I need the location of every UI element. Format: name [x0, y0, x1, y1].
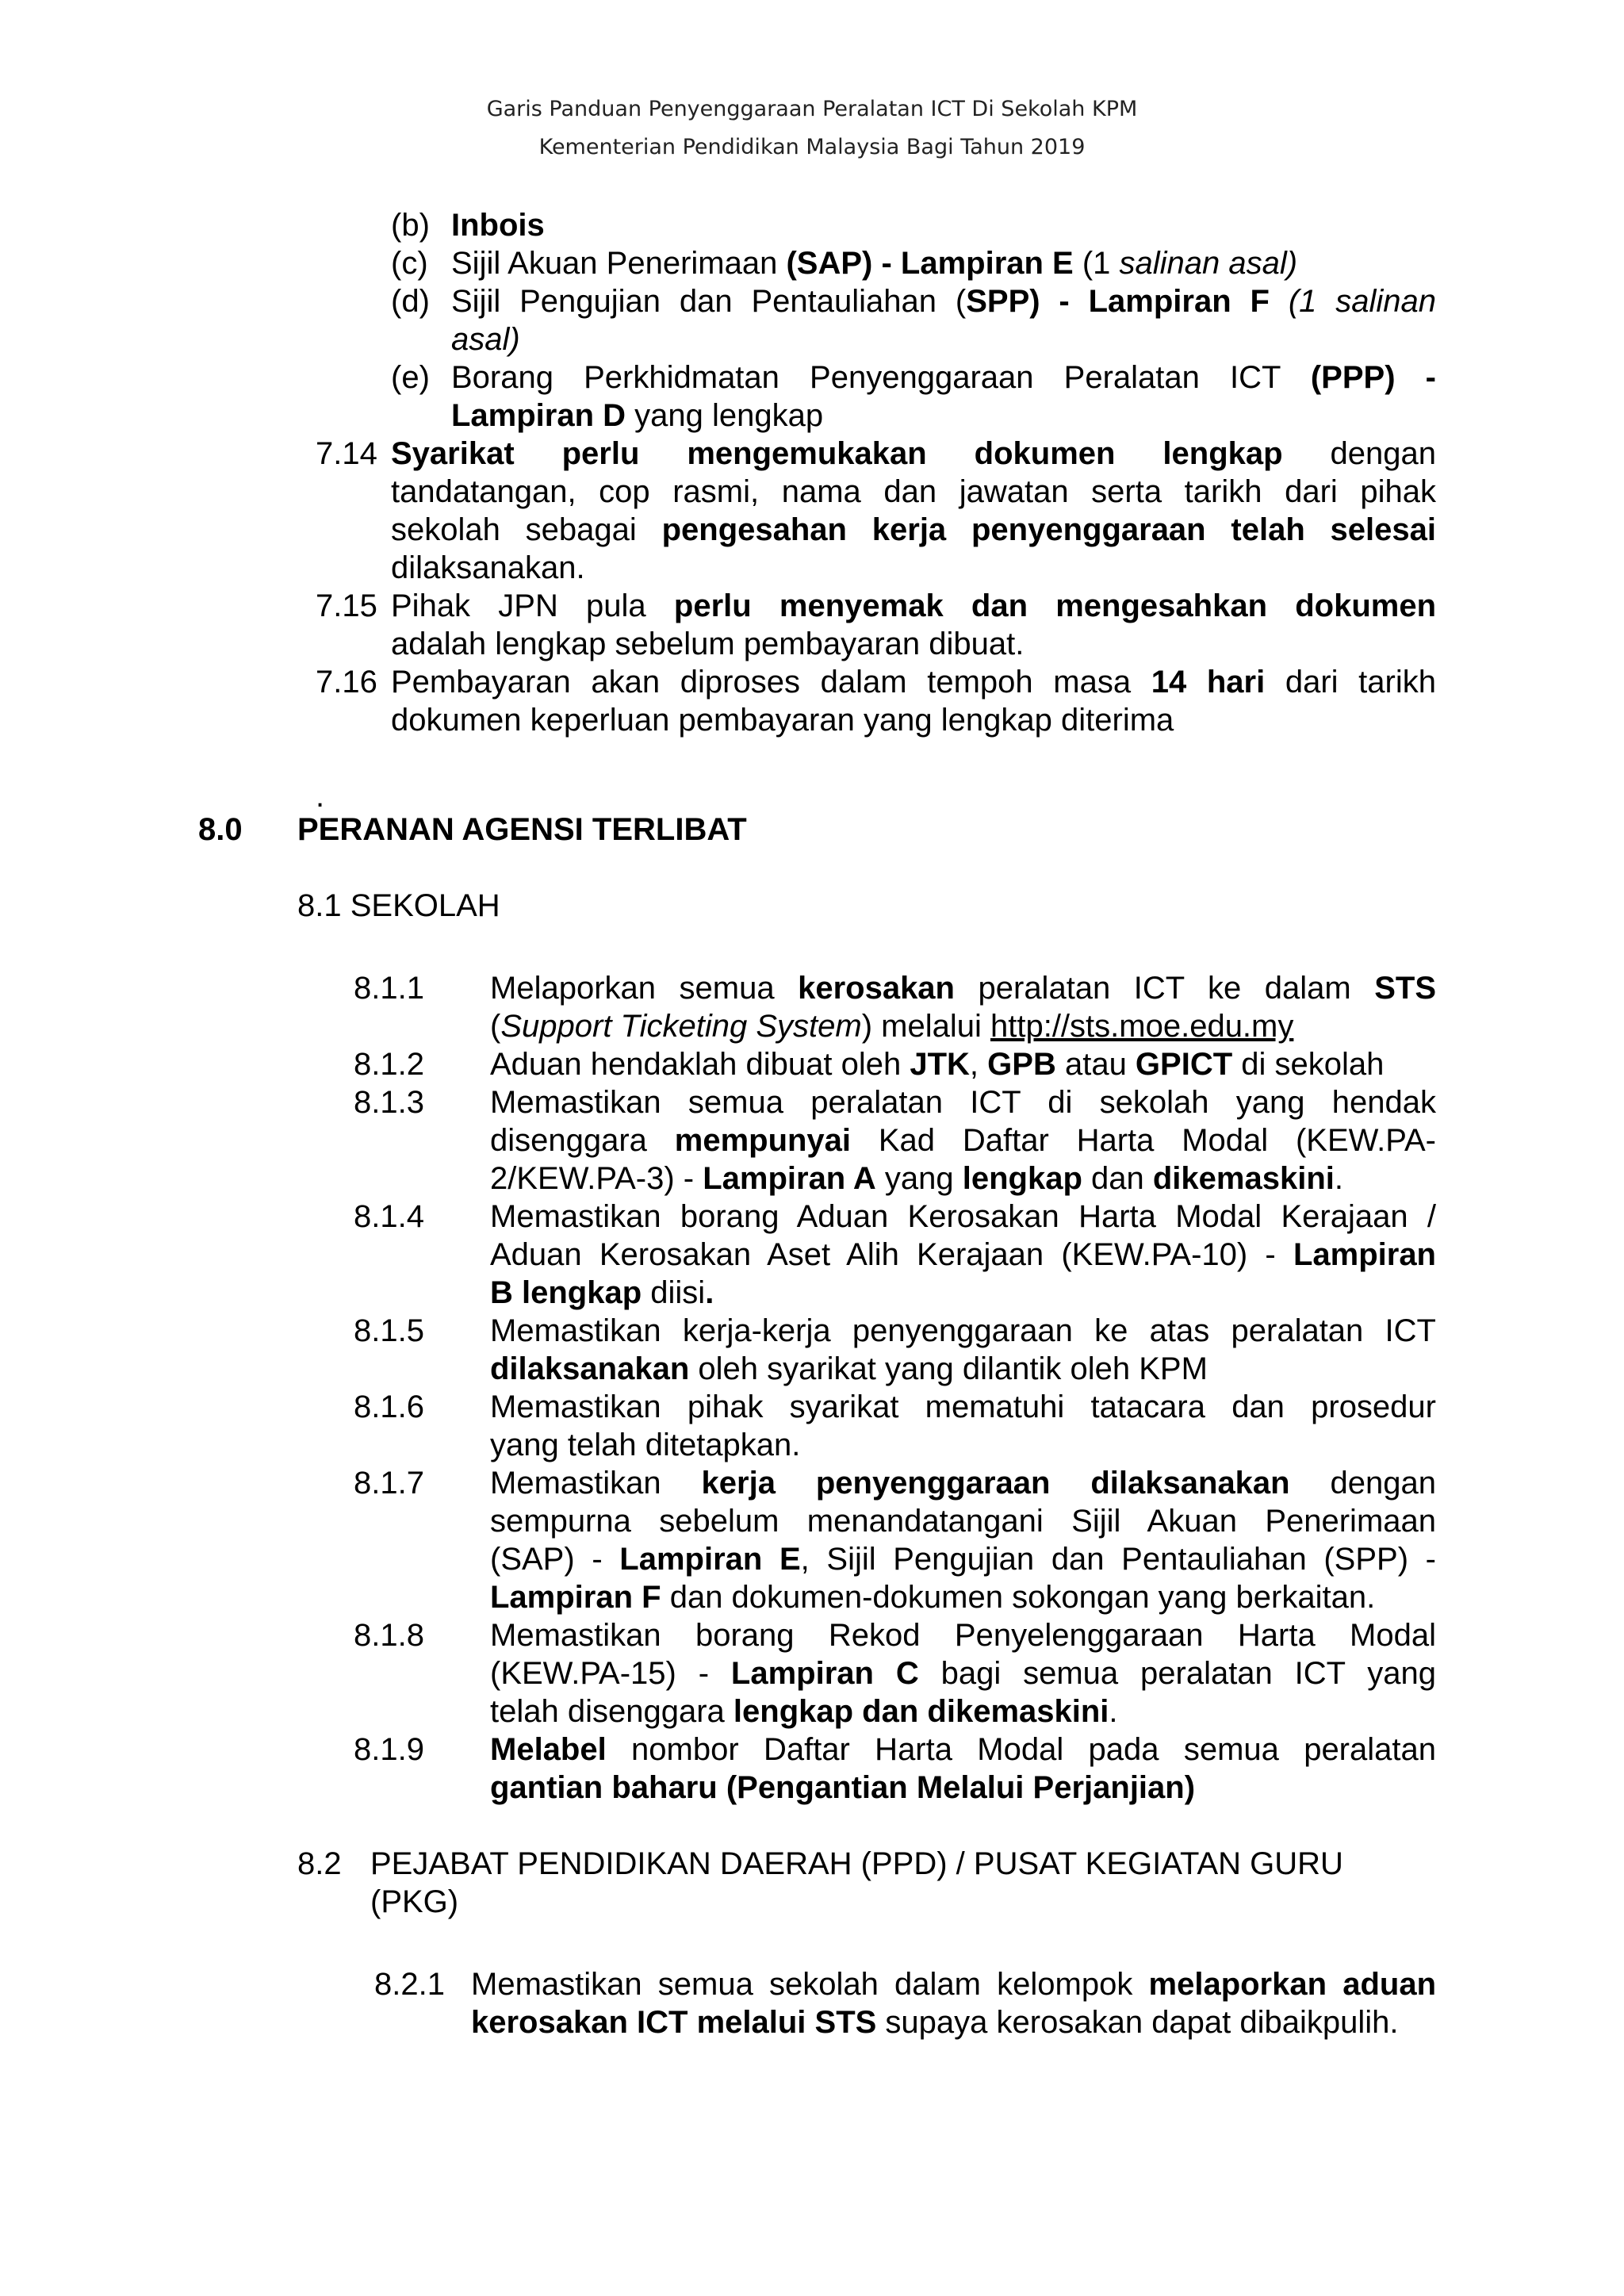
item-label: (e)	[391, 360, 430, 395]
item-8-1-7-line-4: Lampiran F dan dokumen-dokumen sokongan yang berkaitan.	[490, 1580, 1376, 1615]
item-number: 8.1.4	[354, 1199, 424, 1234]
clause-7-14-line-3: sekolah sebagai pengesahan kerja penyenggaraan telah selesai	[391, 512, 1437, 547]
item-number: 8.1.9	[354, 1732, 424, 1767]
stray-dot: .	[316, 779, 325, 814]
document-header-line-2: Kementerian Pendidikan Malaysia Bagi Tahun 2019	[538, 135, 1086, 159]
item-number: 8.1.2	[354, 1047, 424, 1082]
item-8-1-7-line-1: Memastikan kerja penyenggaraan dilaksanakan dengan	[490, 1466, 1436, 1501]
item-number: 8.1.3	[354, 1085, 424, 1120]
item-number: 8.1.5	[354, 1313, 424, 1348]
clause-7-15-line-1: Pihak JPN pula perlu menyemak dan mengesahkan dokumen	[391, 588, 1437, 623]
item-8-1-8-line-2: (KEW.PA-15) - Lampiran C bagi semua peralatan ICT yang	[490, 1656, 1436, 1691]
item-8-1-8-line-1: Memastikan borang Rekod Penyelenggaraan Harta Modal	[490, 1618, 1436, 1653]
section-title: PERANAN AGENSI TERLIBAT	[297, 812, 747, 847]
item-number: 8.1.7	[354, 1466, 424, 1501]
sts-link[interactable]: http://sts.moe.edu.my	[990, 1009, 1294, 1044]
item-8-1-3-line-1: Memastikan semua peralatan ICT di sekolah yang hendak	[490, 1085, 1436, 1120]
item-d-text-cont: asal)	[451, 322, 520, 357]
item-b-text: Inbois	[451, 208, 545, 243]
subsection-number: 8.2	[297, 1846, 342, 1881]
item-8-1-8-line-3: telah disenggara lengkap dan dikemaskini.	[490, 1694, 1118, 1729]
subsection-title: 8.1 SEKOLAH	[297, 888, 500, 923]
item-8-1-4-line-3: B lengkap diisi.	[490, 1275, 714, 1310]
document-header-line-1: Garis Panduan Penyenggaraan Peralatan ICT Di Sekolah KPM	[486, 97, 1138, 121]
item-8-1-5-line-1: Memastikan kerja-kerja penyenggaraan ke atas peralatan ICT	[490, 1313, 1436, 1348]
item-number: 8.2.1	[374, 1967, 445, 2002]
item-label: (d)	[391, 284, 430, 319]
item-8-1-6-line-2: yang telah ditetapkan.	[490, 1428, 801, 1462]
item-8-1-3-line-2: disenggara mempunyai Kad Daftar Harta Modal (KEW.PA-	[490, 1123, 1436, 1158]
item-8-1-2-line-1: Aduan hendaklah dibuat oleh JTK, GPB atau GPICT di sekolah	[490, 1047, 1385, 1082]
item-8-1-9-line-2: gantian baharu (Pengantian Melalui Perjanjian)	[490, 1770, 1196, 1805]
subsection-8-2-line-1: PEJABAT PENDIDIKAN DAERAH (PPD) / PUSAT KEGIATAN GURU	[370, 1846, 1343, 1881]
clause-7-14-line-4: dilaksanakan.	[391, 550, 585, 585]
item-8-1-3-line-3: 2/KEW.PA-3) - Lampiran A yang lengkap dan dikemaskini.	[490, 1161, 1343, 1196]
item-8-1-7-line-3: (SAP) - Lampiran E, Sijil Pengujian dan Pentauliahan (SPP) -	[490, 1542, 1436, 1577]
clause-number: 7.15	[316, 588, 377, 623]
item-c-text: Sijil Akuan Penerimaan (SAP) - Lampiran E (1 salinan asal)	[451, 246, 1298, 281]
item-8-1-9-line-1: Melabel nombor Daftar Harta Modal pada semua peralatan	[490, 1732, 1436, 1767]
clause-7-15-line-2: adalah lengkap sebelum pembayaran dibuat.	[391, 627, 1025, 661]
item-d-text: Sijil Pengujian dan Pentauliahan (SPP) - Lampiran F (1 salinan	[451, 284, 1437, 319]
section-number: 8.0	[198, 812, 243, 847]
item-8-1-1-line-1: Melaporkan semua kerosakan peralatan ICT ke dalam STS	[490, 971, 1437, 1006]
subsection-8-2-line-2: (PKG)	[370, 1884, 459, 1919]
item-8-1-1-line-2: (Support Ticketing System) melalui http://sts.moe.edu.my	[490, 1009, 1294, 1044]
item-number: 8.1.8	[354, 1618, 424, 1653]
item-label: (c)	[391, 246, 428, 281]
item-8-1-4-line-1: Memastikan borang Aduan Kerosakan Harta Modal Kerajaan /	[490, 1199, 1436, 1234]
item-number: 8.1.6	[354, 1389, 424, 1424]
item-8-1-4-line-2: Aduan Kerosakan Aset Alih Kerajaan (KEW.PA-10) - Lampiran	[490, 1237, 1436, 1272]
clause-7-14-line-1: Syarikat perlu mengemukakan dokumen lengkap dengan	[391, 436, 1436, 471]
clause-7-16-line-2: dokumen keperluan pembayaran yang lengkap diterima	[391, 703, 1174, 738]
item-8-1-6-line-1: Memastikan pihak syarikat mematuhi tatacara dan prosedur	[490, 1389, 1436, 1424]
clause-number: 7.14	[316, 436, 377, 471]
item-8-2-1-line-1: Memastikan semua sekolah dalam kelompok melaporkan aduan	[471, 1967, 1437, 2002]
item-8-2-1-line-2: kerosakan ICT melalui STS supaya kerosakan dapat dibaikpulih.	[471, 2005, 1399, 2040]
item-e-text: Borang Perkhidmatan Penyenggaraan Peralatan ICT (PPP) -	[451, 360, 1436, 395]
item-8-1-5-line-2: dilaksanakan oleh syarikat yang dilantik oleh KPM	[490, 1351, 1208, 1386]
clause-number: 7.16	[316, 665, 377, 700]
item-label: (b)	[391, 208, 430, 243]
clause-7-14-line-2: tandatangan, cop rasmi, nama dan jawatan serta tarikh dari pihak	[391, 474, 1436, 509]
item-number: 8.1.1	[354, 971, 424, 1006]
clause-7-16-line-1: Pembayaran akan diproses dalam tempoh masa 14 hari dari tarikh	[391, 665, 1436, 700]
item-8-1-7-line-2: sempurna sebelum menandatangani Sijil Akuan Penerimaan	[490, 1504, 1436, 1539]
item-e-text-cont: Lampiran D yang lengkap	[451, 398, 824, 433]
